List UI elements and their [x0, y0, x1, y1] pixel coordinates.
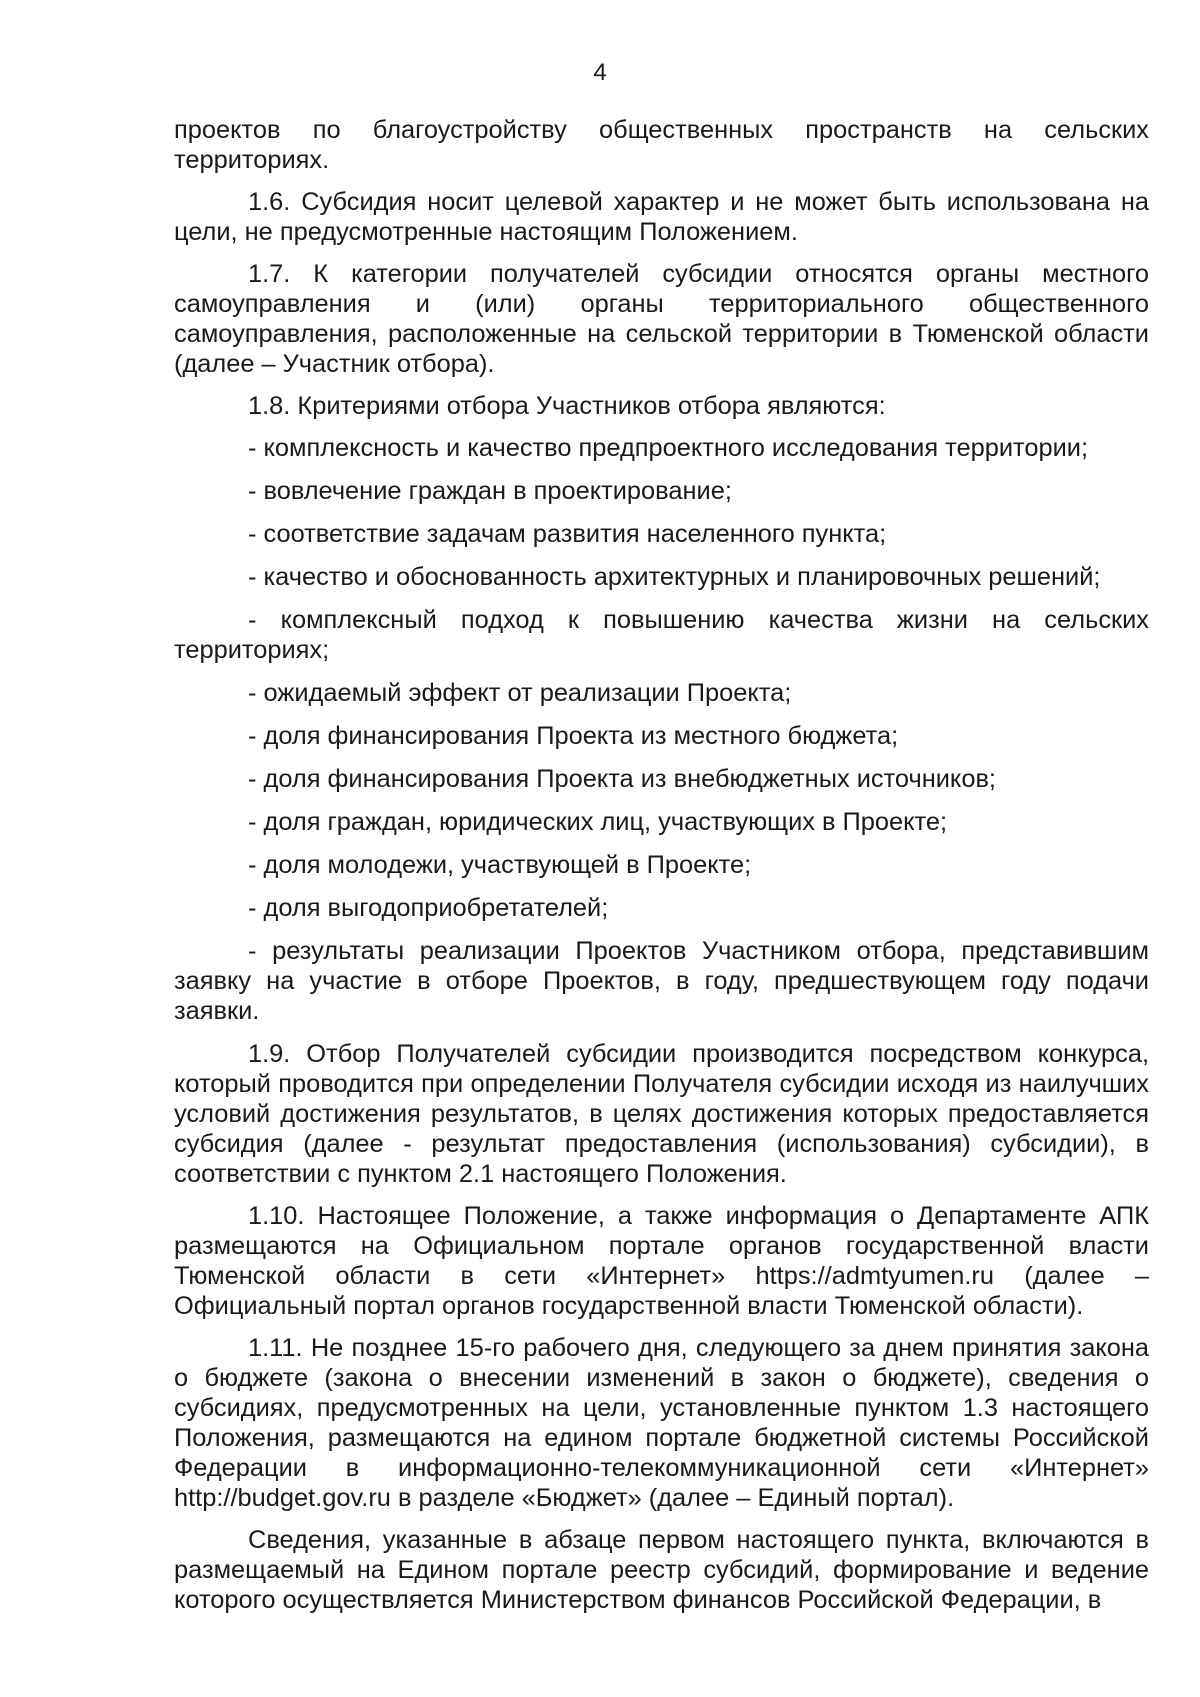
criteria-item: - доля выгодоприобретателей; [248, 894, 609, 922]
criteria-item: - доля финансирования Проекта из внебюджетных источников; [248, 765, 996, 793]
paragraph-1-6: 1.6. Субсидия носит целевой характер и не может быть использована на цели, не предусмотренные настоящим Положением. [174, 188, 1149, 246]
criteria-item: - комплексность и качество предпроектного исследования территории; [248, 434, 1089, 462]
criteria-item: - качество и обоснованность архитектурных и планировочных решений; [248, 563, 1101, 591]
paragraph-1-8: 1.8. Критериями отбора Участников отбора являются: [248, 392, 886, 420]
paragraph-continuation: проектов по благоустройству общественных пространств на сельских территориях. [174, 116, 1149, 174]
paragraph-1-10: 1.10. Настоящее Положение, а также информация о Департаменте АПК размещаются на Официальном портале органов государственной власти Тюменской области в сети «Интернет» https://admtyumen.ru (далее – Официальный портал органов государственной власти Тюменской области). [174, 1202, 1149, 1320]
paragraph-1-9: 1.9. Отбор Получателей субсидии производится посредством конкурса, который проводится при определении Получателя субсидии исходя из наилучших условий достижения результатов, в целях достижения которых предоставляется субсидия (далее - результат предоставления (использования) субсидии), в соответствии с пунктом 2.1 настоящего Положения. [174, 1040, 1149, 1188]
document-body [174, 115, 1149, 1627]
criteria-item: - соответствие задачам развития населенного пункта; [248, 520, 887, 548]
paragraph-1-11: 1.11. Не позднее 15-го рабочего дня, следующего за днем принятия закона о бюджете (закона о внесении изменений в закон о бюджете), сведения о субсидиях, предусмотренных на цели, установленные пунктом 1.3 настоящего Положения, размещаются на едином портале бюджетной системы Российской Федерации в информационно-телекоммуникационной сети «Интернет» http://budget.gov.ru в разделе «Бюджет» (далее – Единый портал). [174, 1334, 1149, 1512]
criteria-item: - вовлечение граждан в проектирование; [248, 477, 732, 505]
criteria-item: - ожидаемый эффект от реализации Проекта; [248, 679, 792, 707]
paragraph-svedeniya: Сведения, указанные в абзаце первом настоящего пункта, включаются в размещаемый на Едином портале реестр субсидий, формирование и ведение которого осуществляется Министерством финансов Российской Федерации, в [174, 1526, 1149, 1614]
criteria-item: - доля граждан, юридических лиц, участвующих в Проекте; [248, 808, 948, 836]
page-number: 4 [593, 59, 607, 86]
paragraph-1-7: 1.7. К категории получателей субсидии относятся органы местного самоуправления и (или) органы территориального общественного самоуправления, расположенные на сельской территории в Тюменской области (далее – Участник отбора). [174, 260, 1149, 378]
criteria-item: - результаты реализации Проектов Участником отбора, представившим заявку на участие в отборе Проектов, в году, предшествующем году подачи заявки. [174, 937, 1149, 1025]
criteria-item: - доля молодежи, участвующей в Проекте; [248, 851, 752, 879]
criteria-item: - доля финансирования Проекта из местного бюджета; [248, 722, 899, 750]
criteria-item: - комплексный подход к повышению качества жизни на сельских территориях; [174, 606, 1149, 664]
